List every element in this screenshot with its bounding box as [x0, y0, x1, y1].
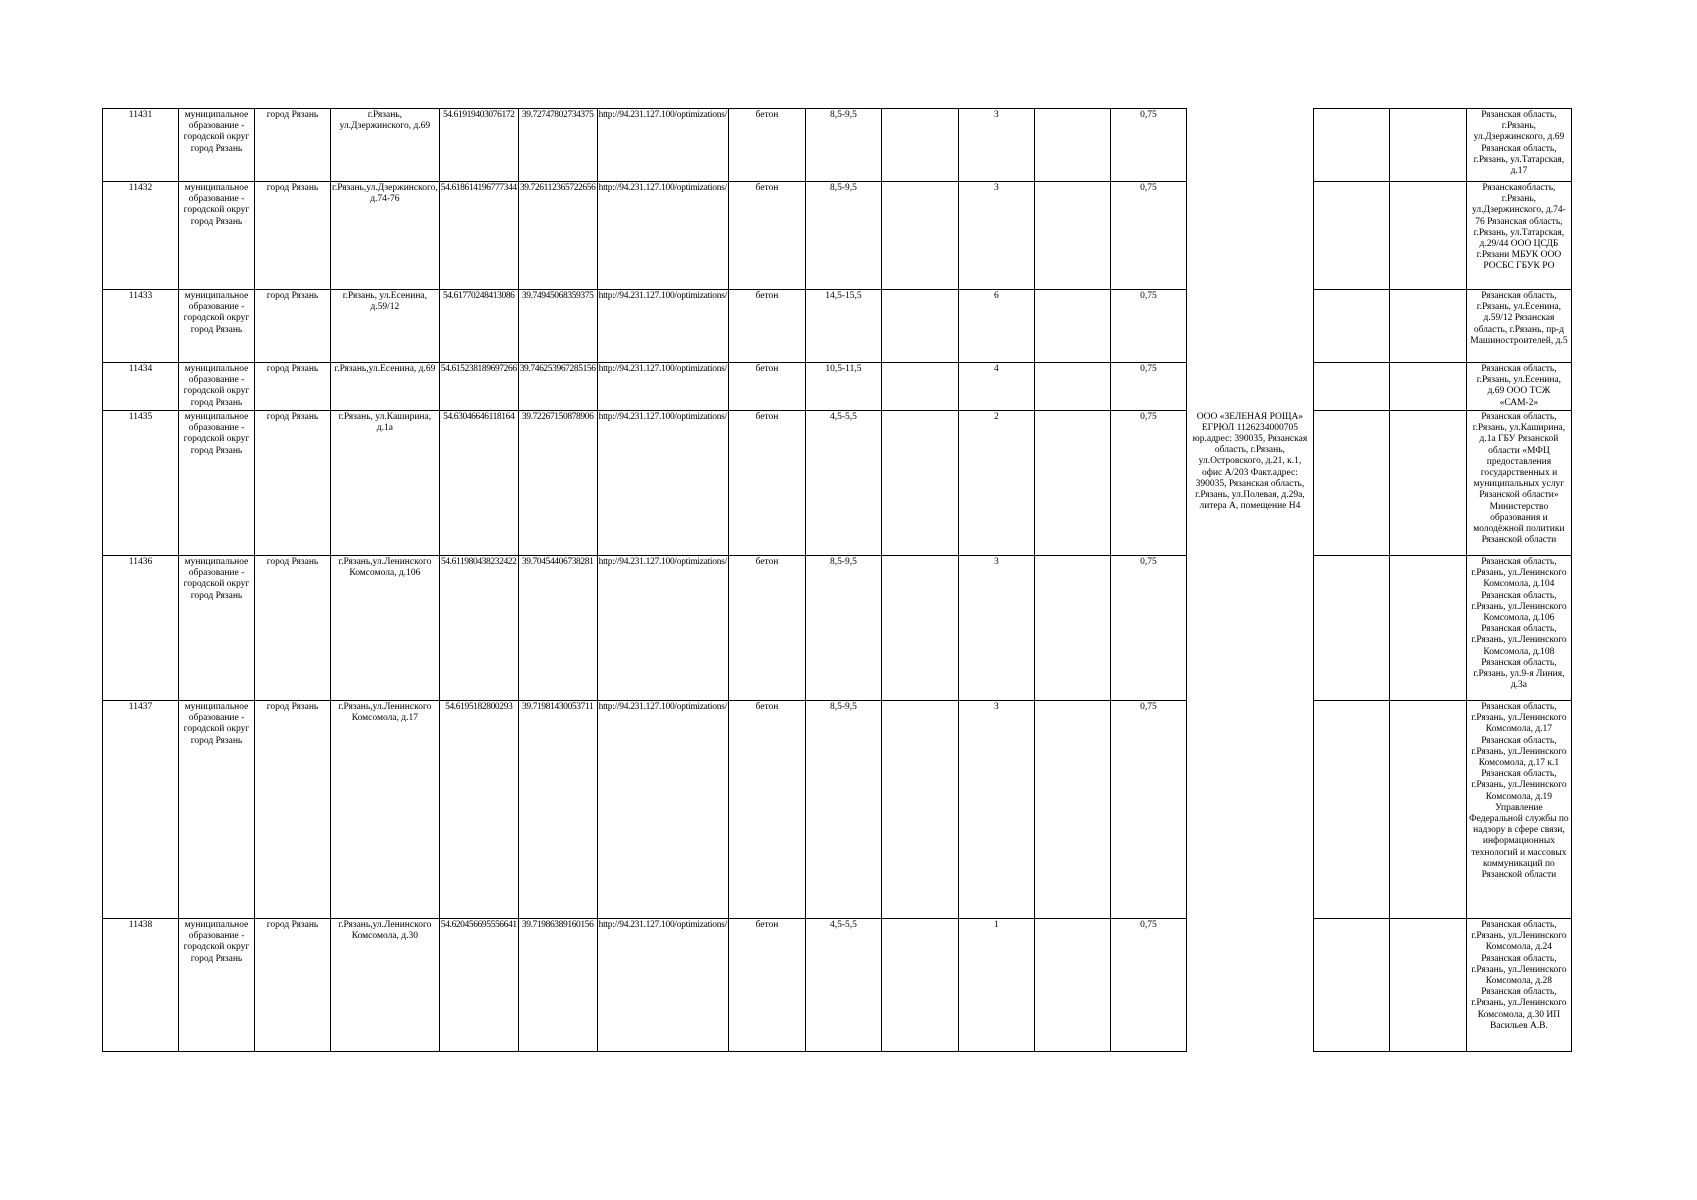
row-empty-2	[1034, 109, 1110, 182]
row-empty-1	[881, 363, 958, 411]
row-surface: бетон	[728, 182, 805, 290]
row-city: город Рязань	[255, 556, 331, 701]
row-empty-4	[1389, 411, 1466, 556]
row-empty-1	[881, 290, 958, 363]
row-empty-3	[1313, 411, 1389, 556]
row-empty-4	[1389, 363, 1466, 411]
row-id: 11437	[103, 701, 179, 919]
row-latitude: 54.61919403076172	[439, 109, 518, 182]
row-url[interactable]: http://94.231.127.100/optimizations/	[597, 363, 728, 411]
row-longitude: 39.71981430053711	[518, 701, 597, 919]
row-address: г.Рязань,ул.Ленинского Комсомола, д.106	[331, 556, 440, 701]
row-sources: Рязанскаяобласть, г.Рязань, ул.Дзержинского, д.74-76 Рязанская область, г.Рязань, ул.Татарская, д.29/44 ООО ЦСДБ г.Рязани МБУК ООО РОСБС ГБУК РО	[1466, 182, 1571, 290]
row-containers: 6	[958, 290, 1034, 363]
row-longitude: 39.72267150878906	[518, 411, 597, 556]
row-organization-blank	[1186, 109, 1313, 182]
row-address: г.Рязань,ул.Ленинского Комсомола, д.30	[331, 919, 440, 1052]
row-entity: муниципальное образование - городской округ город Рязань	[179, 411, 255, 556]
row-containers: 3	[958, 109, 1034, 182]
row-area: 4,5-5,5	[805, 919, 881, 1052]
row-empty-2	[1034, 556, 1110, 701]
row-empty-4	[1389, 701, 1466, 919]
row-empty-1	[881, 182, 958, 290]
row-address: г.Рязань, ул.Дзержинского, д.69	[331, 109, 440, 182]
row-url[interactable]: http://94.231.127.100/optimizations/	[597, 556, 728, 701]
row-address: г.Рязань,ул.Дзержинского, д.74-76	[331, 182, 440, 290]
row-sources: Рязанская область, г.Рязань, ул.Ленинского Комсомола, д.17 Рязанская область, г.Рязань, ул.Ленинского Комсомола, д.17 к.1 Рязанская область, г.Рязань, ул.Ленинского Комсомола, д.19 Управление Федеральной службы по надзору в сфере связи, информационных технологий и массовых коммуникаций по Рязанской области	[1466, 701, 1571, 919]
row-entity: муниципальное образование - городской округ город Рязань	[179, 701, 255, 919]
row-volume: 0,75	[1110, 290, 1186, 363]
row-surface: бетон	[728, 919, 805, 1052]
row-sources: Рязанская область, г.Рязань, ул.Дзержинского, д.69 Рязанская область, г.Рязань, ул.Татарская, д.17	[1466, 109, 1571, 182]
row-sources: Рязанская область, г.Рязань, ул.Ленинского Комсомола, д.24 Рязанская область, г.Рязань, ул.Ленинского Комсомола, д.28 Рязанская область, г.Рязань, ул.Ленинского Комсомола, д.30 ИП Васильев А.В.	[1466, 919, 1571, 1052]
row-sources: Рязанская область, г.Рязань, ул.Каширина, д.1а ГБУ Рязанской области «МФЦ предоставления государственных и муниципальных услуг Рязанской области» Министерство образования и молодёжной политики Рязанской области	[1466, 411, 1571, 556]
organization-cell: ООО «ЗЕЛЕНАЯ РОЩА» ЕГРЮЛ 1126234000705 юр.адрес: 390035, Рязанская область, г.Рязань, ул.Островского, д.21, к.1, офис А/203 Факт.адрес: 390035, Рязанская область, г.Рязань, ул.Полевая, д.29а, литера А, помещение Н4	[1192, 411, 1308, 512]
row-area: 8,5-9,5	[805, 701, 881, 919]
row-containers: 2	[958, 411, 1034, 556]
row-empty-1	[881, 701, 958, 919]
row-surface: бетон	[728, 109, 805, 182]
row-address: г.Рязань,ул.Ленинского Комсомола, д.17	[331, 701, 440, 919]
row-sources: Рязанская область, г.Рязань, ул.Есенина, д.59/12 Рязанская область, г.Рязань, пр-д Машиностроителей, д.5	[1466, 290, 1571, 363]
row-entity: муниципальное образование - городской округ город Рязань	[179, 290, 255, 363]
row-url[interactable]: http://94.231.127.100/optimizations/	[597, 290, 728, 363]
table-row	[103, 411, 1572, 556]
row-entity: муниципальное образование - городской округ город Рязань	[179, 182, 255, 290]
row-area: 8,5-9,5	[805, 109, 881, 182]
row-organization-blank	[1186, 290, 1313, 363]
row-entity: муниципальное образование - городской округ город Рязань	[179, 919, 255, 1052]
row-entity: муниципальное образование - городской округ город Рязань	[179, 109, 255, 182]
table-row	[103, 109, 1572, 182]
row-containers: 3	[958, 556, 1034, 701]
row-url[interactable]: http://94.231.127.100/optimizations/	[597, 411, 728, 556]
row-city: город Рязань	[255, 109, 331, 182]
row-empty-2	[1034, 411, 1110, 556]
row-area: 10,5-11,5	[805, 363, 881, 411]
row-sources: Рязанская область, г.Рязань, ул.Есенина, д.69 ООО ТСЖ «САМ-2»	[1466, 363, 1571, 411]
row-empty-2	[1034, 919, 1110, 1052]
row-id: 11431	[103, 109, 179, 182]
row-containers: 1	[958, 919, 1034, 1052]
row-empty-1	[881, 411, 958, 556]
row-area: 4,5-5,5	[805, 411, 881, 556]
row-containers: 3	[958, 182, 1034, 290]
row-empty-2	[1034, 182, 1110, 290]
row-latitude: 54.615238189697266	[439, 363, 518, 411]
row-area: 8,5-9,5	[805, 182, 881, 290]
row-longitude: 39.726112365722656	[518, 182, 597, 290]
row-url[interactable]: http://94.231.127.100/optimizations/	[597, 919, 728, 1052]
row-url[interactable]: http://94.231.127.100/optimizations/	[597, 109, 728, 182]
table-row	[103, 290, 1572, 363]
row-organization-blank	[1186, 182, 1313, 290]
row-longitude: 39.70454406738281	[518, 556, 597, 701]
table-row	[103, 701, 1572, 919]
table-row	[103, 919, 1572, 1052]
row-longitude: 39.71986389160156	[518, 919, 597, 1052]
row-latitude: 54.63046646118164	[439, 411, 518, 556]
row-empty-2	[1034, 363, 1110, 411]
waste-sites-table	[102, 108, 1572, 1052]
row-address: г.Рязань, ул.Каширина, д.1а	[331, 411, 440, 556]
row-volume: 0,75	[1110, 182, 1186, 290]
row-empty-3	[1313, 701, 1389, 919]
row-latitude: 54.618614196777344	[439, 182, 518, 290]
row-empty-1	[881, 109, 958, 182]
row-volume: 0,75	[1110, 701, 1186, 919]
row-latitude: 54.611980438232422	[439, 556, 518, 701]
row-empty-4	[1389, 556, 1466, 701]
row-address: г.Рязань, ул.Есенина, д.59/12	[331, 290, 440, 363]
row-volume: 0,75	[1110, 919, 1186, 1052]
row-longitude: 39.72747802734375	[518, 109, 597, 182]
row-surface: бетон	[728, 556, 805, 701]
row-url[interactable]: http://94.231.127.100/optimizations/	[597, 701, 728, 919]
row-empty-3	[1313, 109, 1389, 182]
row-surface: бетон	[728, 290, 805, 363]
row-id: 11434	[103, 363, 179, 411]
row-empty-2	[1034, 701, 1110, 919]
row-id: 11432	[103, 182, 179, 290]
row-latitude: 54.61770248413086	[439, 290, 518, 363]
row-id: 11435	[103, 411, 179, 556]
row-empty-1	[881, 556, 958, 701]
row-longitude: 39.746253967285156	[518, 363, 597, 411]
row-surface: бетон	[728, 363, 805, 411]
row-address: г.Рязань,ул.Есенина, д.69	[331, 363, 440, 411]
row-containers: 4	[958, 363, 1034, 411]
table-row	[103, 182, 1572, 290]
row-empty-2	[1034, 290, 1110, 363]
row-empty-3	[1313, 182, 1389, 290]
row-surface: бетон	[728, 701, 805, 919]
row-empty-3	[1313, 363, 1389, 411]
row-city: город Рязань	[255, 363, 331, 411]
table-row	[103, 363, 1572, 411]
row-volume: 0,75	[1110, 109, 1186, 182]
row-volume: 0,75	[1110, 556, 1186, 701]
row-empty-4	[1389, 109, 1466, 182]
row-volume: 0,75	[1110, 411, 1186, 556]
row-sources: Рязанская область, г.Рязань, ул.Ленинского Комсомола, д.104 Рязанская область, г.Рязань, ул.Ленинского Комсомола, д.106 Рязанская область, г.Рязань, ул.Ленинского Комсомола, д.108 Рязанская область, г.Рязань, ул.9-я Линия, д.3а	[1466, 556, 1571, 701]
row-city: город Рязань	[255, 919, 331, 1052]
row-empty-3	[1313, 290, 1389, 363]
row-empty-4	[1389, 919, 1466, 1052]
row-url[interactable]: http://94.231.127.100/optimizations/	[597, 182, 728, 290]
row-surface: бетон	[728, 411, 805, 556]
row-organization-blank	[1186, 363, 1313, 411]
table-row	[103, 556, 1572, 701]
row-id: 11433	[103, 290, 179, 363]
row-area: 8,5-9,5	[805, 556, 881, 701]
row-entity: муниципальное образование - городской округ город Рязань	[179, 363, 255, 411]
row-city: город Рязань	[255, 411, 331, 556]
row-volume: 0,75	[1110, 363, 1186, 411]
row-id: 11436	[103, 556, 179, 701]
row-containers: 3	[958, 701, 1034, 919]
row-id: 11438	[103, 919, 179, 1052]
row-area: 14,5-15,5	[805, 290, 881, 363]
row-city: город Рязань	[255, 290, 331, 363]
row-empty-4	[1389, 290, 1466, 363]
row-city: город Рязань	[255, 182, 331, 290]
row-latitude: 54.6195182800293	[439, 701, 518, 919]
row-longitude: 39.74945068359375	[518, 290, 597, 363]
row-empty-1	[881, 919, 958, 1052]
row-city: город Рязань	[255, 701, 331, 919]
row-empty-3	[1313, 556, 1389, 701]
row-latitude: 54.620456695556641	[439, 919, 518, 1052]
row-empty-3	[1313, 919, 1389, 1052]
row-empty-4	[1389, 182, 1466, 290]
row-entity: муниципальное образование - городской округ город Рязань	[179, 556, 255, 701]
